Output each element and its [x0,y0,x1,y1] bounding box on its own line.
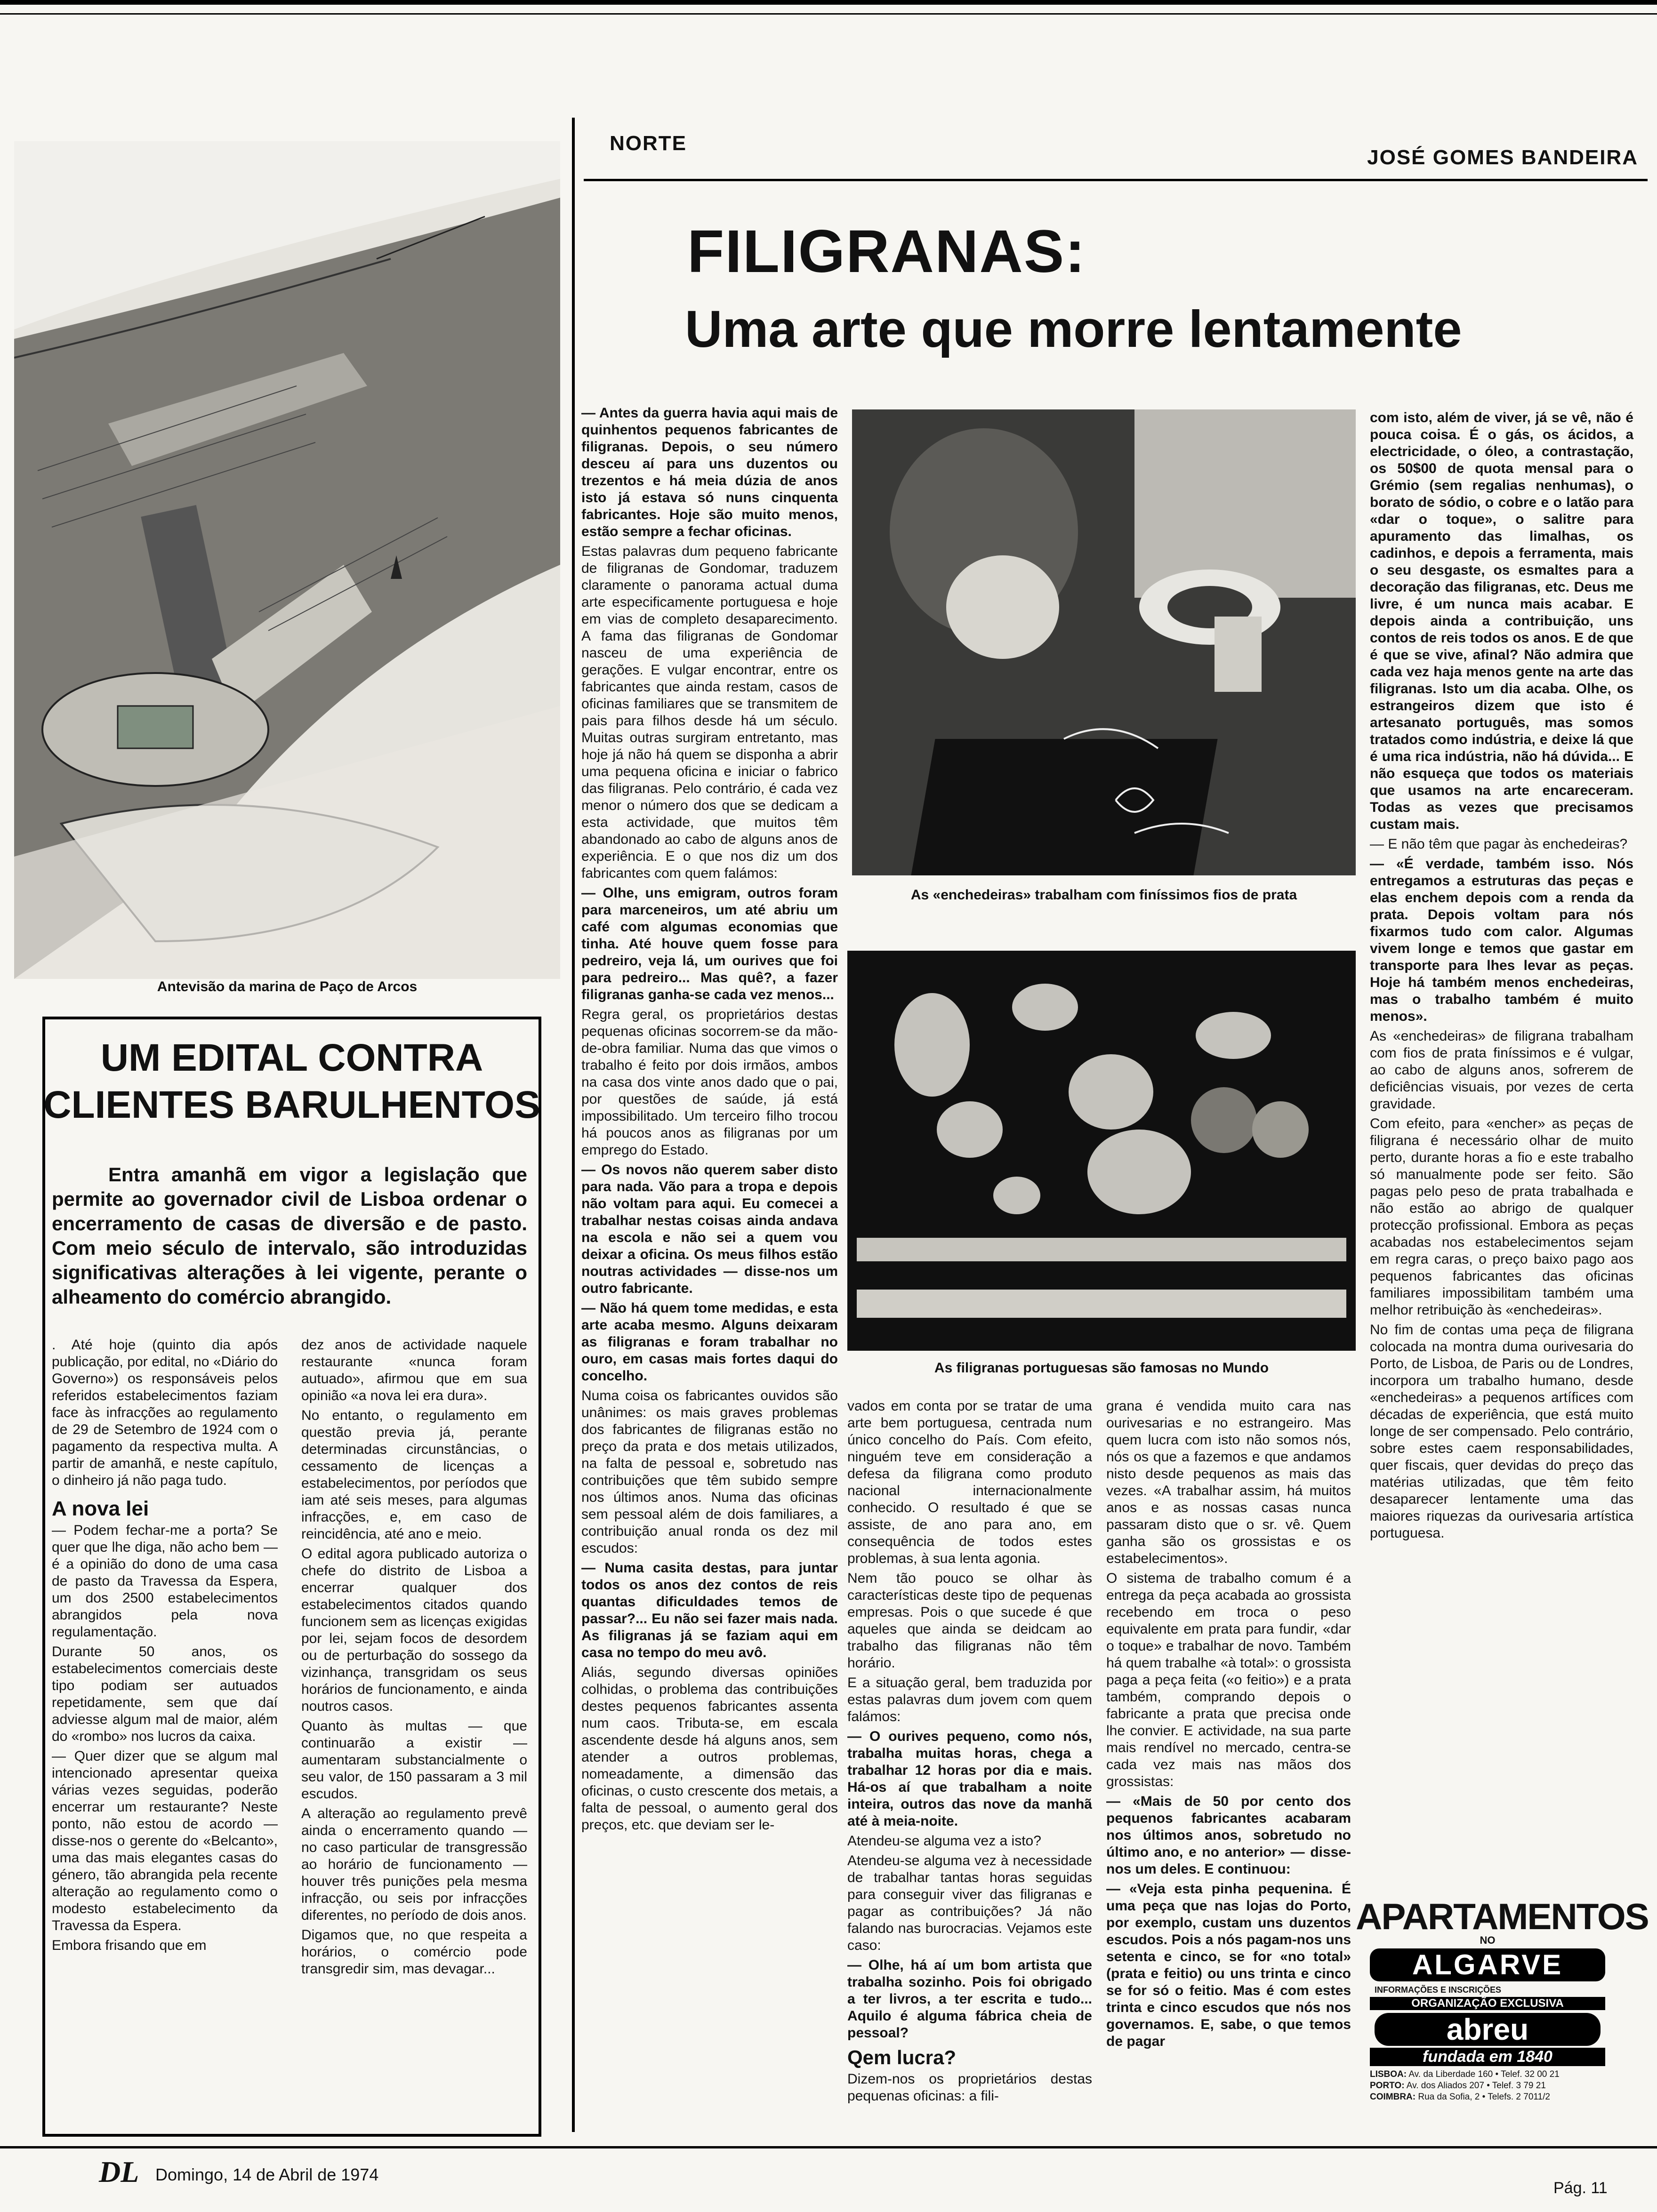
abreu-advertisement[interactable] [1356,1896,1649,2141]
ad-founded: fundada em 1840 [1370,2048,1605,2066]
edital-c1-p4: — Quer dizer que se algum mal intencionado apresentar queixa várias vezes seguidas, poderão encerrar um restaurante? Neste ponto, não estou de acordo — disse-nos o gerente do «Belcanto», uma das mais elegantes casas do género, tão abrangida pela recente alteração ao regulamento como o modesto estabelecimento da Travessa da Espera. [52,1748,278,1933]
fil-c2-p3: E a situação geral, bem traduzida por estas palavras dum jovem com quem falámos: [847,1675,1092,1724]
ad-address-lisboa [1370,2069,1615,2080]
ad-no: NO [1480,1934,1496,1946]
ad-address-coimbra [1370,2092,1615,2103]
edital-c2-p5: A alteração ao regulamento prevê ainda o encerramento quando — no caso particular de transgressão ao horário de funcionamento — houver três punições pela mesma infracção, ou seis por infracções diferentes, no período de dois anos. [301,1806,527,1923]
fil-c2-subhead: Qem lucra? [847,2046,957,2068]
edital-subhead: A nova lei [52,1497,149,1520]
enchedeiras-image [852,409,1356,875]
edital-c1-p5: Embora frisando que em [52,1938,207,1953]
headline-line2: Uma arte que morre lentamente [685,300,1462,358]
top-rule-thin [0,13,1657,15]
marina-illustration [14,141,560,979]
fil-c1-p5: — Os novos não querem saber disto para nada. Vão para a tropa e depois não voltam para aqui. Eu comecei a trabalhar nestas coisas ainda andava na escola e não sei a quem vou deixar a oficina. Os meus filhos estão noutras actividades — disse-nos um outro fabricante. [581,1162,838,1296]
edital-c2-p6: Digamos que, no que respeita a horários, o comércio pode transgredir sim, mas devagar... [301,1927,527,1977]
fil-c4-p5: Com efeito, para «encher» as peças de filigrana é necessário olhar de muito perto, durante horas a fio e este trabalho só manualmente pode ser feito. São pagas pelo peso de prata trabalhada e não estão ao abrigo de qualquer protecção profissional. Embora as peças acabadas nos estabelecimentos sejam em regra caras, o preço baixo pago aos pequenos fabricantes das oficinas familiares impossibilitam também uma melhor retribuição às «enchedeiras». [1370,1116,1633,1318]
edital-title-line1: UM EDITAL CONTRA [100,1036,483,1079]
filigranas-column-1 [581,405,838,1836]
footer-rule [0,2146,1657,2148]
edital-c2-p3: O edital agora publicado autoriza o chefe do distrito de Lisboa a encerrar qualquer dos estabelecimentos citados quando funcionem sem as licenças exigidas por lei, sejam focos de desordem ou de perturbação do sossego da vizinhança, transgridam os seus horários de funcionamento, e ainda noutros casos. [301,1546,527,1714]
fil-c4-p3: — «É verdade, também isso. Nós entregamos a estruturas das peças e elas enchem depois com a renda da prata. Depois voltam para nós fixarmos tudo com calor. Algumas vivem longe e temos que gastar em transporte para lhes levar as peças. Hoje há também menos enchedeiras, mas o trabalho também é muito menos». [1370,856,1633,1024]
header-rule [584,179,1648,181]
fil-c3-p1: grana é vendida muito cara nas ourivesarias e no estrangeiro. Mas quem lucra com isto não somos nós, nós os que a fazemos e que andamos nisto desde pequenos as mais das vezes. «A trabalhar assim, há muitos anos e as nossas casas nunca passaram disto que o sr. vê. Quem ganha são os grossistas e os estabelecimentos». [1106,1398,1351,1566]
edital-c2-p1: dez anos de actividade naquele restaurante «nunca foram autuado», afirmou que em sua opinião «a nova lei era dura». [301,1337,527,1403]
fil-c1-p2: Estas palavras dum pequeno fabricante de filigranas de Gondomar, traduzem claramente o panorama actual duma arte especificamente portuguesa e hoje em vias de completo desaparecimento. A fama das filigranas de Gondomar nasceu de uma experiência de gerações. E vulgar encontrar, entre os fabricantes que ainda restam, casos de oficinas familiares que se transmitem de pais para filhos desde há um século. Muitas outras surgiram entretanto, mas hoje já não há quem se disponha a abrir uma pequena oficina e iniciar o fabrico das filigranas. Pelo contrário, é cada vez menor o número dos que se dedicam a esta actividade, que muitos têm abandonado ao cabo de alguns anos de experiência. E o que nos diz um dos fabricantes com quem falámos: [581,544,838,881]
fil-c1-p3: — Olhe, uns emigram, outros foram para marceneiros, um até abriu um café com algumas economias que tinha. Até houve quem fosse para pedreiro, veja lá, um ourives que foi para pedreiro... Mas quê?, a fazer filigranas ganha-se cada vez menos... [581,885,838,1002]
ad-address-porto [1370,2080,1615,2092]
footer-date: Domingo, 14 de Abril de 1974 [155,2165,379,2184]
ad-addresses [1370,2069,1615,2103]
filigranas-column-4 [1370,409,1633,1545]
enchedeiras-photo [852,409,1356,875]
filigranas-column-2 [847,1398,1092,2108]
ad-line3-city: COIMBRA: [1370,2092,1416,2102]
main-column-rule [572,118,575,2132]
ad-brand: abreu [1375,2013,1601,2046]
ad-line2-city: PORTO: [1370,2081,1405,2091]
ad-place: ALGARVE [1370,1948,1605,1981]
ad-line1-addr: Av. da Liberdade 160 • Telef. 32 00 21 [1408,2069,1560,2079]
fil-c3-p2: O sistema de trabalho comum é a entrega da peça acabada ao grossista recebendo em troca o peso equivalente em prata para fundir, «dar o toque» e trabalhar de novo. Também há quem trabalhe «à total»: o grossista paga a peça feita («o feitio») e a prata também, comprando depois o fabricante a prata que precisa onde lhe convier. E actividade, na sua parte mais rendível no mercado, centra-se cada vez mais nas mãos dos grossistas: [1106,1571,1351,1789]
fil-c2-p4: — O ourives pequeno, como nós, trabalha muitas horas, chega a trabalhar 12 horas por dia e mais. Há-os aí que trabalham a noite inteira, outros das nove da manhã até à meia-noite. [847,1729,1092,1829]
fil-c1-p1: — Antes da guerra havia aqui mais de quinhentos pequenos fabricantes de filigranas. Depois, o seu número desceu aí para uns duzentos ou trezentos e há meia dúzia de anos isto já estava só nuns cinquenta fabricantes. Hoje são muito menos, estão sempre a fechar oficinas. [581,405,838,539]
fil-c4-p6: No fim de contas uma peça de filigrana colocada na montra duma ourivesaria do Porto, de Lisboa, de Paris ou de Londres, incorpora um trabalho humano, desde «enchedeiras» a pequenos artífices com décadas de experiência, que está muito longe de ser compensado. Pelo contrário, sobre estes caem responsabilidades, quer fiscais, quer devidas do preço das matérias utilizadas, que têm feito desaparecer lentamente uma das maiores riquezas da ourivesaria artística portuguesa. [1370,1322,1633,1541]
fil-c4-p1: com isto, além de viver, já se vê, não é pouca coisa. É o gás, os ácidos, a electricidade, o óleo, a contrastação, os 50$00 de quota mensal para o Grémio (sem regalias nenhumas), o borato de sódio, o cobre e o latão para «dar o toque», o salitre para apuramento das limalhas, os cadinhos, e depois a ferramenta, mais o seu desgaste, os esmaltes para a decoração das filigranas, etc. Deus me livre, é um nunca mais acabar. E depois ainda a contribuição, uns contos de reis todos os anos. E de que é que se vive, afinal? Não admira que cada vez haja menos gente na arte das filigranas. Isto um dia acaba. Olhe, os estrangeiros dizem que isto é artesanato português, mas somos tratados como indústria, e deixe lá que é uma rica indústria, não há dúvida... E não esqueça que todos os materiais que usamos na arte encareceram. Todas as vezes que precisamos custam mais. [1370,410,1633,832]
edital-column-1 [52,1337,278,1957]
fil-c3-p4: — «Veja esta pinha pequenina. É uma peça que nas lojas do Porto, por exemplo, custam uns duzentos escudos. Pois a nós pagam-nos uns setenta e cinco, se for «no total» (prata e feitio) ou uns trinta e cinco se for só o feitio. Mas é com estes trinta e cinco escudos que nós nos governamos. E, sabe, o que temos de pagar [1106,1881,1351,2049]
ad-line3-addr: Rua da Sofia, 2 • Telefs. 2 7011/2 [1418,2092,1550,2102]
edital-c1-p2: — Podem fechar-me a porta? Se quer que lhe diga, não acho bem — é a opinião do dono de uma casa de pasto da Travessa da Espera, um dos 2500 estabelecimentos abrangidos pela nova regulamentação. [52,1523,278,1640]
fil-c2-p8: Dizem-nos os proprietários destas pequenas oficinas: a fili- [847,2071,1092,2104]
edital-c1-p3: Durante 50 anos, os estabelecimentos comerciais deste tipo podiam ser autuados repetidamente, sem que daí adviesse algum mal de maior, além do «rombo» nos lucros da caixa. [52,1644,278,1744]
fil-c4-p4: As «enchedeiras» de filigrana trabalham com fios de prata finíssimos e é vulgar, ao cabo de alguns anos, sofrerem de deficiências visuais, por vezes de certa gravidade. [1370,1028,1633,1112]
ad-line2-addr: Av. dos Aliados 207 • Telef. 3 79 21 [1406,2081,1546,2091]
fil-c1-p7: Numa coisa os fabricantes ouvidos são unânimes: os mais graves problemas dos fabricantes de filigranas estão no preço da prata e dos metais utilizados, na falta de pessoal e, sobretudo nas contribuições que têm subido sempre nos últimos anos. Numa das oficinas sem pessoal além de dois familiares, a contribuição anual ronda os dez mil escudos: [581,1388,838,1556]
fil-c2-p1: vados em conta por se tratar de uma arte bem portuguesa, centrada num único concelho do País. Com efeito, ninguém teve em consideração a defesa da filigrana como produto nacional internacionalmente conhecido. O resultado é que se assiste, de ano para ano, em consequência de todos estes problemas, à sua lenta agonia. [847,1398,1092,1566]
edital-c2-p4: Quanto às multas — que continuarão a existir — aumentaram substancialmente o seu valor, de 150 passaram a 3 mil escudos. [301,1718,527,1802]
edital-column-2 [301,1337,527,1980]
headline-line1: FILIGRANAS: [687,218,1086,285]
edital-c2-p2: No entanto, o regulamento em questão previa já, perante determinadas circunstâncias, o cessamento de licenças a estabelecimentos, por períodos que iam até seis meses, para algumas infracções, e, em caso de reincidência, até ano e meio. [301,1408,527,1542]
enchedeiras-caption: As «enchedeiras» trabalham com finíssimos fios de prata [910,887,1297,903]
fil-c1-p9: Aliás, segundo diversas opiniões colhidas, o problema das contribuições destes pequenos fabricantes assenta num caos. Tributa-se, em escala ascendente desde há alguns anos, sem atender a outros problemas, nomeadamente, a dimensão das oficinas, o custo crescente dos metais, a falta de pessoal, o aumento geral dos preços, etc. que deviam ser le- [581,1665,838,1833]
edital-c1-p1: . Até hoje (quinto dia após publicação, por edital, no «Diário do Governo») os responsáveis pelos referidos estabelecimentos faziam face às infracções ao regulamento de 29 de Setembro de 1924 com o pagamento da respectiva multa. A partir de amanhã, e neste capítulo, o dinheiro já não paga tudo. [52,1337,278,1488]
filigranas-column-3 [1106,1398,1351,2053]
edital-title-line2: CLIENTES BARULHENTOS [43,1083,540,1126]
edital-lead: Entra amanhã em vigor a legislação que permite ao governador civil de Lisboa ordenar o encerramento de casas de diversão e de pasto. Com meio século de intervalo, são introduzidas significativas alterações à lei vigente, perante o alheamento do comércio abrangido. [52,1163,527,1308]
ad-title: APARTAMENTOS [1356,1896,1649,1937]
top-rule [0,0,1657,5]
marina-drawing [14,141,560,979]
footer-logo: DL [99,2155,139,2188]
fil-c2-p7: — Olhe, há aí um bom artista que trabalha sozinho. Pois foi obrigado a ter livros, a ter escrita e tudo... Aquilo é alguma fábrica cheia de pessoal? [847,1957,1092,2041]
marina-caption: Antevisão da marina de Paço de Arcos [157,979,418,994]
filigranas-image [847,951,1356,1351]
fil-c2-p2: Nem tão pouco se olhar às características deste tipo de pequenas empresas. Pois o que sucede é que aqueles que ainda se deidcam ao trabalho das filigranas não têm horário. [847,1571,1092,1671]
fil-c4-p2: — E não têm que pagar às enchedeiras? [1370,836,1628,852]
section-label: NORTE [610,132,687,155]
fil-c3-p3: — «Mais de 50 por cento dos pequenos fabricantes acabaram nos últimos anos, sobretudo no último ano, e no anterior» — disse-nos um deles. E continuou: [1106,1794,1351,1877]
filigranas-caption: As filigranas portuguesas são famosas no Mundo [934,1360,1269,1376]
ad-exclusive: ORGANIZAÇÃO EXCLUSIVA [1370,1997,1605,2010]
fil-c1-p4: Regra geral, os proprietários destas pequenas oficinas socorrem-se da mão-de-obra familiar. Numa das que vimos o trabalho é feito por dois irmãos, ambos na casa dos vinte anos dado que o pai, por questões de saúde, já está impossibilitado. Um terceiro filho trocou há poucos anos as filigranas por um emprego do Estado. [581,1007,838,1158]
filigranas-photo [847,951,1356,1351]
author-name: JOSÉ GOMES BANDEIRA [1367,146,1638,169]
footer-page: Pág. 11 [1553,2179,1608,2197]
fil-c2-p6: Atendeu-se alguma vez à necessidade de trabalhar tantas horas seguidas para conseguir viver das filigranas e pagar as contribuições? Já não falando nas burocracias. Vejamos este caso: [847,1853,1092,1953]
ad-info: INFORMAÇÕES E INSCRIÇÕES [1375,1985,1502,1995]
fil-c1-p8: — Numa casita destas, para juntar todos os anos dez contos de reis quantas dificuldades temos de passar?... Eu não sei fazer mais nada. As filigranas já se faziam aqui em casa no tempo do meu avô. [581,1560,838,1660]
ad-line1-city: LISBOA: [1370,2069,1407,2079]
fil-c2-p5: Atendeu-se alguma vez a isto? [847,1833,1041,1849]
fil-c1-p6: — Não há quem tome medidas, e esta arte acaba mesmo. Alguns deixaram as filigranas e foram trabalhar no ouro, em casas mais fortes daqui do concelho. [581,1300,838,1384]
